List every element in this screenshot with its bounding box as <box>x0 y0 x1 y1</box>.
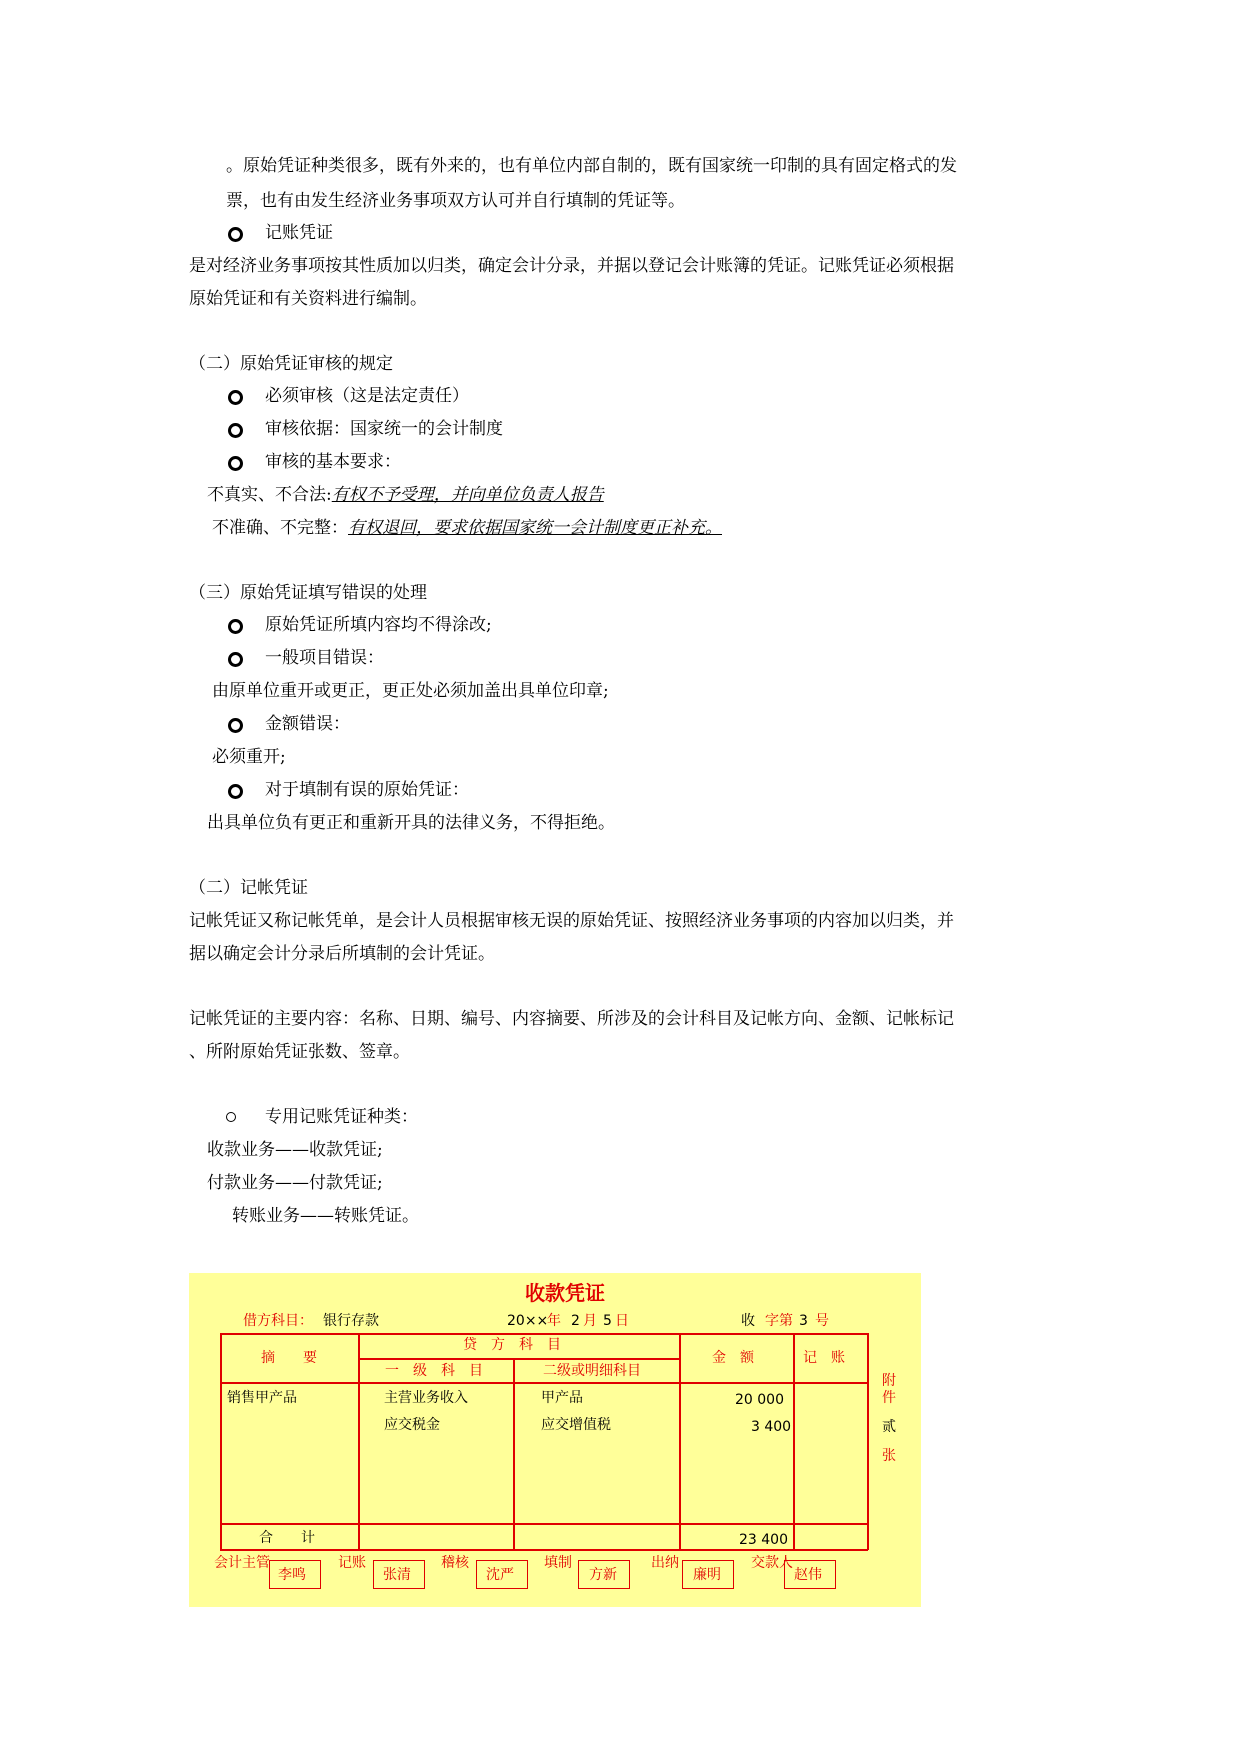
paragraph-line: 、所附原始凭证张数、签章。 <box>189 1042 410 1062</box>
voucher-day: 5 <box>603 1313 612 1329</box>
row-level1: 应交税金 <box>384 1417 440 1433</box>
day-char: 日 <box>615 1313 629 1329</box>
signature-role: 稽核 <box>441 1555 469 1571</box>
row-summary: 销售甲产品 <box>227 1390 297 1406</box>
total-amount: 23 400 <box>739 1532 788 1548</box>
paragraph-line: 付款业务——付款凭证; <box>207 1173 383 1193</box>
paragraph-line: 原始凭证和有关资料进行编制。 <box>189 289 427 309</box>
grid-line <box>220 1333 868 1335</box>
signature-name: 张清 <box>383 1567 411 1583</box>
paragraph-line: 是对经济业务事项按其性质加以归类，确定会计分录，并据以登记会计账簿的凭证。记账凭证必须根据 <box>189 256 954 276</box>
grid-line <box>220 1333 222 1550</box>
row-level2: 应交增值税 <box>541 1417 611 1433</box>
signature-role: 填制 <box>544 1555 572 1571</box>
signature-role: 出纳 <box>651 1555 679 1571</box>
requirement-line <box>212 517 722 539</box>
bullet-text: 原始凭证所填内容均不得涂改; <box>265 615 492 635</box>
requirement-line <box>207 484 604 506</box>
requirement-label: 不准确、不完整： <box>212 518 348 538</box>
bullet-circle-icon <box>228 456 243 471</box>
grid-line <box>793 1333 795 1550</box>
header-summary: 摘 要 <box>261 1350 317 1366</box>
row-amount: 20 000 <box>735 1392 784 1408</box>
grid-line <box>679 1333 681 1550</box>
bullet-text: 专用记账凭证种类： <box>265 1107 418 1127</box>
attach-char: 张 <box>882 1448 896 1464</box>
grid-line <box>867 1333 869 1550</box>
paragraph-line: 转账业务——转账凭证。 <box>232 1206 419 1226</box>
bullet-text: 必须审核（这是法定责任） <box>265 386 469 406</box>
bullet-circle-icon <box>228 652 243 667</box>
paragraph-line: 由原单位重开或更正，更正处必须加盖出具单位印章; <box>212 681 609 701</box>
signature-role: 会计主管 <box>214 1555 270 1571</box>
bullet-text: 审核依据：国家统一的会计制度 <box>265 419 503 439</box>
year-char: 年 <box>547 1313 561 1329</box>
bullet-circle-icon <box>228 423 243 438</box>
debit-label: 借方科目： <box>243 1313 313 1329</box>
voucher-no-label: 字第 <box>765 1313 793 1329</box>
paragraph-line: 记帐凭证又称记帐凭单，是会计人员根据审核无误的原始凭证、按照经济业务事项的内容加以归类，并 <box>189 911 954 931</box>
voucher-year: 20×× <box>507 1313 549 1329</box>
bullet-circle-icon <box>228 619 243 634</box>
paragraph-line: 必须重开; <box>212 747 286 767</box>
grid-line <box>220 1382 868 1384</box>
requirement-label: 不真实、不合法: <box>207 485 332 505</box>
requirement-value: 有权不予受理，并向单位负责人报告 <box>331 485 604 505</box>
paragraph-line: 出具单位负有更正和重新开具的法律义务，不得拒绝。 <box>207 813 615 833</box>
row-level1: 主营业务收入 <box>384 1390 468 1406</box>
paragraph-line: 票，也有由发生经济业务事项双方认可并自行填制的凭证等。 <box>226 191 685 211</box>
voucher-month: 2 <box>571 1313 580 1329</box>
voucher-title: 收款凭证 <box>525 1281 605 1305</box>
header-credit: 贷 方 科 目 <box>463 1337 561 1353</box>
header-amount: 金 额 <box>712 1350 754 1366</box>
section-title: （二）记帐凭证 <box>189 878 308 898</box>
bullet-circle-icon <box>228 784 243 799</box>
attach-char: 件 <box>882 1390 896 1406</box>
paragraph-line: 收款业务——收款凭证; <box>207 1140 383 1160</box>
grid-line <box>513 1358 515 1550</box>
grid-line <box>358 1333 360 1550</box>
grid-line <box>220 1549 868 1551</box>
voucher-no-prefix: 收 <box>741 1313 755 1329</box>
row-amount: 3 400 <box>751 1419 792 1435</box>
requirement-value: 有权退回，要求依据国家统一会计制度更正补充。 <box>348 518 722 538</box>
bullet-text: 记账凭证 <box>265 223 333 243</box>
attach-char: 附 <box>882 1373 896 1389</box>
bullet-text: 一般项目错误： <box>265 648 384 668</box>
paragraph-line: 据以确定会计分录后所填制的会计凭证。 <box>189 944 495 964</box>
section-title: （三）原始凭证填写错误的处理 <box>189 583 427 603</box>
bullet-circle-icon <box>228 390 243 405</box>
signature-name: 李鸣 <box>278 1567 306 1583</box>
section-title: （二）原始凭证审核的规定 <box>189 354 393 374</box>
row-level2: 甲产品 <box>541 1390 583 1406</box>
receipt-voucher <box>189 1273 921 1607</box>
month-char: 月 <box>583 1313 597 1329</box>
signature-name: 廉明 <box>693 1567 721 1583</box>
signature-name: 沈严 <box>486 1567 514 1583</box>
signature-role: 记账 <box>338 1555 366 1571</box>
signature-name: 方新 <box>589 1567 617 1583</box>
grid-line <box>220 1523 868 1525</box>
bullet-text: 金额错误： <box>265 714 350 734</box>
bullet-text: 审核的基本要求： <box>265 452 401 472</box>
paragraph-line: 。原始凭证种类很多，既有外来的，也有单位内部自制的，既有国家统一印制的具有固定格式的发 <box>226 156 957 176</box>
voucher-no-suffix: 号 <box>815 1313 829 1329</box>
bullet-circle-icon <box>228 718 243 733</box>
signature-name: 赵伟 <box>794 1567 822 1583</box>
bullet-text: 对于填制有误的原始凭证： <box>265 780 469 800</box>
header-level1: 一 级 科 目 <box>385 1363 483 1379</box>
voucher-no-value: 3 <box>799 1313 808 1329</box>
paragraph-line: 记帐凭证的主要内容：名称、日期、编号、内容摘要、所涉及的会计科目及记帐方向、金额、记帐标记 <box>189 1009 954 1029</box>
total-label: 合 计 <box>259 1530 315 1546</box>
grid-line <box>358 1358 680 1360</box>
bullet-circle-icon <box>226 1112 236 1122</box>
attach-count: 贰 <box>882 1419 896 1435</box>
header-posted: 记 账 <box>803 1350 845 1366</box>
bullet-circle-icon <box>228 227 243 242</box>
debit-value: 银行存款 <box>323 1313 379 1329</box>
signature-role: 交款人 <box>751 1555 793 1571</box>
header-level2: 二级或明细科目 <box>543 1363 641 1379</box>
